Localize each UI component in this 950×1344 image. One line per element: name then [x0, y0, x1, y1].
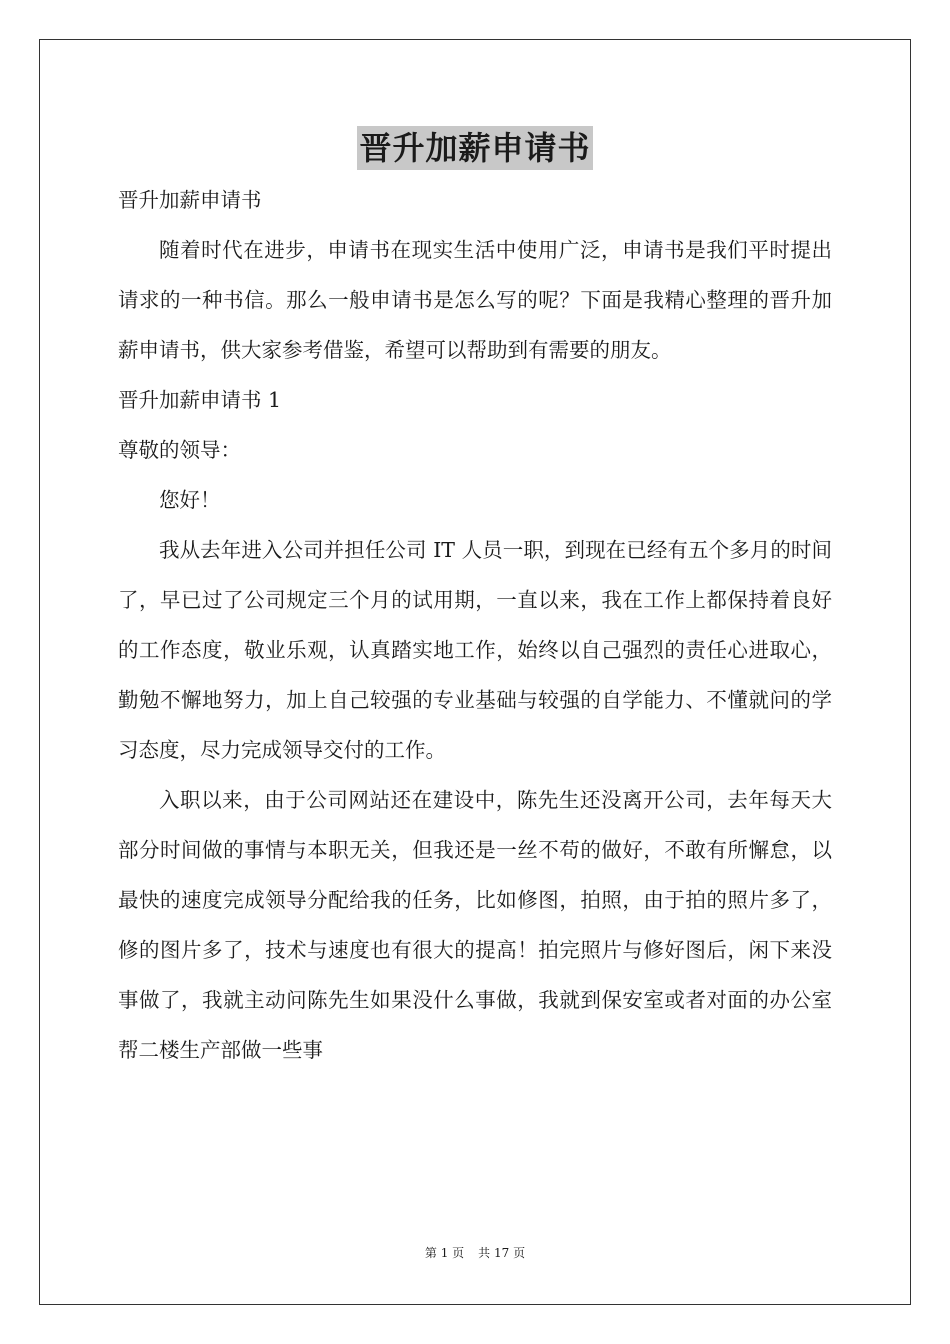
page-number: 第 1 页 — [424, 1246, 465, 1260]
paragraph: 随着时代在进步，申请书在现实生活中使用广泛，申请书是我们平时提出请求的一种书信。那么一般申请书是怎么写的呢？下面是我精心整理的晋升加薪申请书，供大家参考借鉴，希望可以帮助到有需要的朋友。 — [118, 238, 832, 362]
section-heading: 晋升加薪申请书 1 — [118, 388, 282, 412]
document-title: 晋升加薪申请书 — [357, 126, 592, 170]
title-area — [0, 126, 950, 170]
page-footer — [0, 1244, 950, 1262]
greeting: 您好！ — [159, 488, 221, 512]
document-body — [118, 175, 832, 1075]
salutation: 尊敬的领导： — [118, 438, 241, 462]
page-total: 共 17 页 — [478, 1246, 526, 1260]
paragraph: 晋升加薪申请书 — [118, 188, 262, 212]
paragraph: 我从去年进入公司并担任公司 IT 人员一职，到现在已经有五个多月的时间了，早已过了公司规定三个月的试用期，一直以来，我在工作上都保持着良好的工作态度，敬业乐观，认真踏实地工作，始终以自己强烈的责任心进取心，勤勉不懈地努力，加上自己较强的专业基础与较强的自学能力、不懂就问的学习态度，尽力完成领导交付的工作。 — [118, 538, 832, 762]
paragraph: 入职以来，由于公司网站还在建设中，陈先生还没离开公司，去年每天大部分时间做的事情与本职无关，但我还是一丝不苟的做好，不敢有所懈怠，以最快的速度完成领导分配给我的任务，比如修图，拍照，由于拍的照片多了，修的图片多了，技术与速度也有很大的提高！拍完照片与修好图后，闲下来没事做了，我就主动问陈先生如果没什么事做，我就到保安室或者对面的办公室帮二楼生产部做一些事 — [118, 788, 832, 1062]
